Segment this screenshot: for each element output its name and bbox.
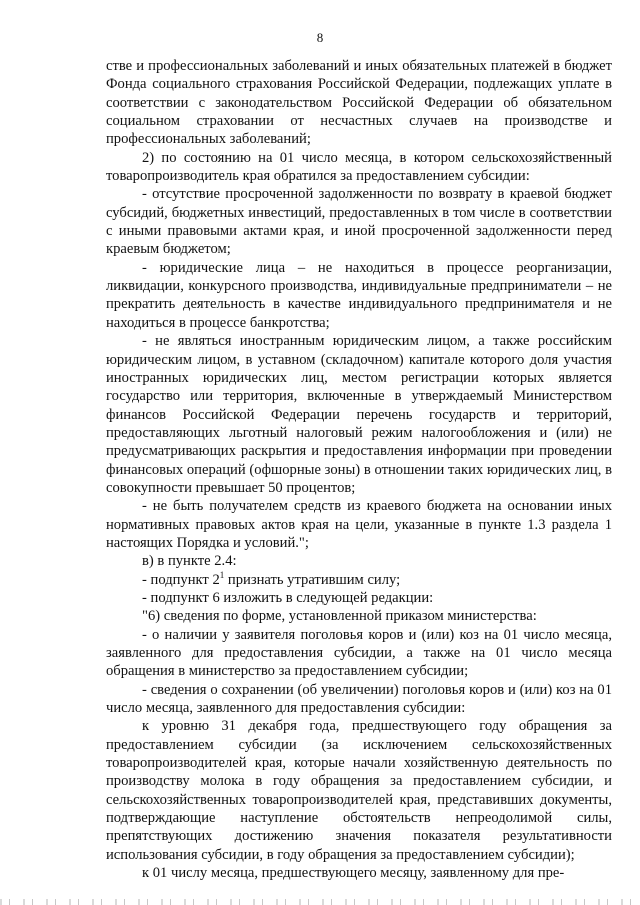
- paragraph-previous-month: к 01 числу месяца, предшествующего месяцу, заявленному для пре-: [142, 865, 565, 882]
- paragraph-clause-2-4: в) в пункте 2.4:: [142, 553, 237, 570]
- paragraph-item-6: "6) сведения по форме, установленной приказом министерства:: [142, 608, 537, 625]
- paragraph-no-debt: - отсутствие просроченной задолженности по возврату в краевой бюджет субсидий, бюджетных инвестиций, предоставленных в том числе в соответствии с иными правовыми актами края, и иной просроченной задолженности перед краевым бюджетом;: [106, 186, 612, 258]
- paragraph-not-foreign: - не являться иностранным юридическим лицом, а также российским юридическим лицом, в уставном (складочном) капитале которого доля участия иностранных юридических лиц, местом регистрации которых является государство или территория, включенные в утверждаемый Министерством финансов Российской Федерации перечень государств и территорий, предоставляющих льготный налоговый режим налогообложения и (или) не предусматривающих раскрытия и предоставления информации при проведении финансовых операций (офшорные зоны) в отношении таких юридических лиц, в совокупности превышает 50 процентов;: [106, 333, 612, 496]
- paragraph-subclause-6: - подпункт 6 изложить в следующей редакции:: [142, 589, 434, 606]
- paragraph-item-2: 2) по состоянию на 01 число месяца, в котором сельскохозяйственный товаропроизводитель края обратился за предоставлением субсидии:: [106, 149, 612, 185]
- paragraph-livestock-presence: - о наличии у заявителя поголовья коров и (или) коз на 01 число месяца, заявленного для предоставления субсидии, а также на 01 число месяца обращения в министерство за предоставлением субсидии;: [106, 626, 612, 680]
- paragraph-not-recipient: - не быть получателем средств из краевого бюджета на основании иных нормативных правовых актов края на цели, указанные в пункте 1.3 раздела 1 настоящих Порядка и условий.";: [106, 498, 612, 551]
- subclause-text: - подпункт 2: [142, 571, 220, 588]
- page-number: 8: [316, 30, 324, 45]
- document-body: [106, 57, 612, 882]
- paragraph-subclause-2-1: [106, 571, 612, 589]
- paragraph-december-level: к уровню 31 декабря года, предшествующего году обращения за предоставлением субсидии (за исключением сельскохозяйственных товаропроизводителей края, которые начали хозяйственную деятельность по производству молока в году обращения за предоставлением субсидии, и сельскохозяйственных товаропроизводителей края, представивших документы, подтверждающие наступление обстоятельств непреодолимой силы, препятствующих достижению значения показателя результативности использования субсидии, в году обращения за предоставлением субсидии);: [106, 718, 612, 863]
- subclause-text-after: признать утратившим силу;: [224, 571, 401, 588]
- paragraph-livestock-preservation: - сведения о сохранении (об увеличении) поголовья коров и (или) коз на 01 число месяца, заявленного для предоставления субсидии:: [106, 681, 612, 717]
- superscript: 1: [219, 569, 225, 580]
- paragraph-no-reorganization: - юридические лица – не находиться в процессе реорганизации, ликвидации, конкурсного производства, индивидуальные предприниматели – не прекратить деятельность в качестве индивидуального предпринимателя и не находиться в процессе банкротства;: [106, 259, 612, 331]
- paragraph-continued: стве и профессиональных заболеваний и иных обязательных платежей в бюджет Фонда социального страхования Российской Федерации, подлежащих уплате в соответствии с законодательством Российской Федерации об обязательном социальном страховании от несчастных случаев на производстве и профессиональных заболеваний;: [106, 58, 612, 148]
- scan-edge-artifact: [0, 899, 640, 905]
